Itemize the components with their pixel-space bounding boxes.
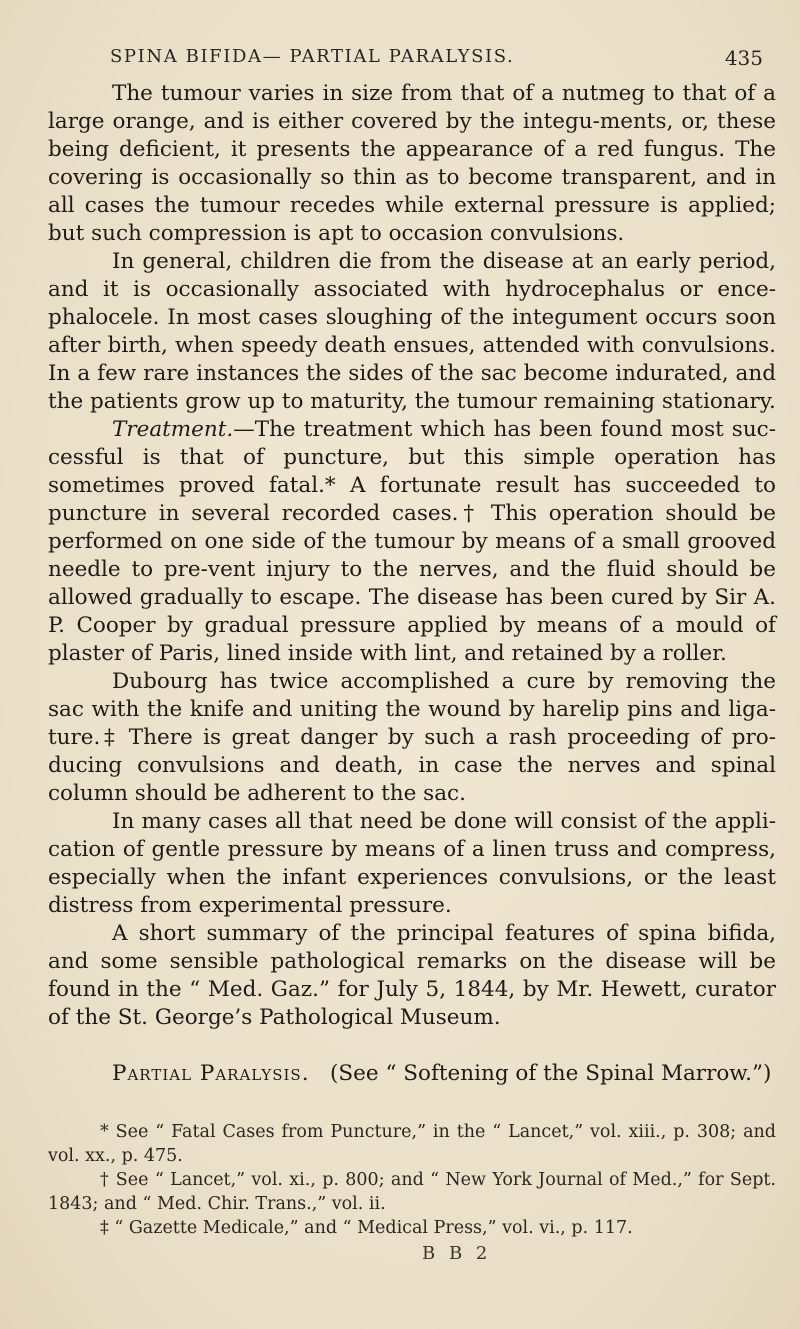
body-text (48, 80, 776, 1266)
section-text: (See “ Softening of the Spinal Marrow.”) (330, 1061, 772, 1086)
treatment-label: Treatment. (112, 417, 234, 442)
signature-mark: B B 2 (422, 1243, 492, 1264)
paragraph-summary: A short summary of the principal features of spina bifida, and some sensible pathological remarks on the disease will be found in the “ Med. Gaz.” for July 5, 1844, by Mr. Hewett, curator of the St. George’s Pathological Museum. (48, 921, 776, 1030)
footnotes (48, 1120, 776, 1266)
section-title: Partial Paralysis. (112, 1061, 310, 1086)
paragraph-treatment (48, 416, 776, 668)
page-number: 435 (724, 46, 763, 70)
paragraph-prognosis: In general, children die from the disease at an early period, and it is occasionally associated with hydrocephalus or ence-phalocele. In most cases sloughing of the integument occurs soon after birth, when speedy death ensues, attended with convulsions. In a few rare instances the sides of the sac become indurated, and the patients grow up to maturity, the tumour remaining stationary. (48, 249, 776, 414)
paragraph-tumour-size: The tumour varies in size from that of a nutmeg to that of a large orange, and is either covered by the integu-ments, or, these being deficient, it presents the appearance of a red fungus. The covering is occasionally so thin as to become transparent, and in all cases the tumour recedes while external pressure is applied; but such compression is apt to occasion convulsions. (48, 81, 776, 246)
footnote-1: * See “ Fatal Cases from Puncture,” in the “ Lancet,” vol. xiii., p. 308; and vol. xx., p. 475. (48, 1122, 776, 1166)
footnote-3: ‡ “ Gazette Medicale,” and “ Medical Press,” vol. vi., p. 117. (100, 1218, 633, 1238)
page-header (110, 46, 775, 76)
paragraph-gentle-pressure: In many cases all that need be done will consist of the appli-cation of gentle pressure by means of a linen truss and compress, especially when the infant experiences convulsions, or the least distress from experimental pressure. (48, 809, 776, 918)
section-partial-paralysis (48, 1060, 776, 1088)
paragraph-dubourg: Dubourg has twice accomplished a cure by removing the sac with the knife and uniting the wound by harelip pins and liga-ture.‡ There is great danger by such a rash proceeding of pro-ducing convulsions and death, in case the nerves and spinal column should be adherent to the sac. (48, 669, 776, 806)
running-head: SPINA BIFIDA— PARTIAL PARALYSIS. (110, 46, 515, 67)
treatment-text: —The treatment which has been found most suc-cessful is that of puncture, but this simple operation has sometimes proved fatal.* A fortunate result has succeeded to puncture in several recorded cases.† This operation should be performed on one side of the tumour by means of a small grooved needle to pre-vent injury to the nerves, and the fluid should be allowed gradually to escape. The disease has been cured by Sir A. P. Cooper by gradual pressure applied by means of a mould of plaster of Paris, lined inside with lint, and retained by a roller. (48, 417, 776, 666)
footnote-2: † See “ Lancet,” vol. xi., p. 800; and “ New York Journal of Med.,” for Sept. 1843; and “ Med. Chir. Trans.,” vol. ii. (48, 1170, 776, 1214)
